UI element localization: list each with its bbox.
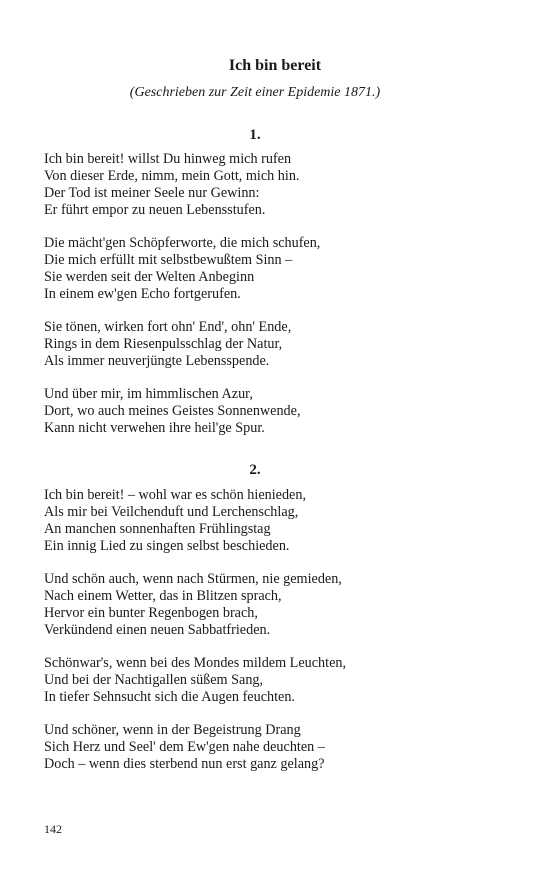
verse-line: Doch – wenn dies sterbend nun erst ganz gelang?: [44, 755, 325, 772]
verse-line: Rings in dem Riesenpulsschlag der Natur,: [44, 335, 283, 352]
verse-line: Ich bin bereit! willst Du hinweg mich rufen: [44, 151, 292, 167]
verse-line: Die mächt'gen Schöpferworte, die mich schufen,: [44, 235, 321, 251]
stanza: [44, 722, 514, 773]
stanza: [44, 655, 514, 706]
verse-line: Ein innig Lied zu singen selbst beschieden.: [44, 537, 290, 554]
verse-line: Sie tönen, wirken fort ohn' End', ohn' Ende,: [44, 319, 292, 335]
verse-line: Verkündend einen neuen Sabbatfrieden.: [44, 621, 271, 638]
stanza: [44, 487, 514, 555]
stanza: [44, 235, 514, 303]
verse-line: Er führt empor zu neuen Lebensstufen.: [44, 201, 266, 218]
verse-line: In tiefer Sehnsucht sich die Augen feuchten.: [44, 688, 295, 705]
stanza: [44, 571, 514, 639]
verse-line: Kann nicht verwehen ihre heil'ge Spur.: [44, 419, 265, 436]
section-number: 2.: [249, 462, 261, 478]
stanza: [44, 386, 514, 437]
verse-line: Nach einem Wetter, das in Blitzen sprach,: [44, 587, 282, 604]
verse-line: Ich bin bereit! – wohl war es schön hienieden,: [44, 487, 306, 503]
verse-line: Sie werden seit der Welten Anbeginn: [44, 268, 255, 285]
section-number: 1.: [249, 127, 261, 143]
verse-line: Schönwar's, wenn bei des Mondes mildem Leuchten,: [44, 655, 347, 671]
page-number: 142: [44, 822, 62, 836]
verse-line: An manchen sonnenhaften Frühlingstag: [44, 520, 271, 537]
verse-line: Die mich erfüllt mit selbstbewußtem Sinn –: [44, 251, 293, 268]
verse-line: Und schön auch, wenn nach Stürmen, nie gemieden,: [44, 571, 342, 587]
stanza: [44, 319, 514, 370]
verse-line: Der Tod ist meiner Seele nur Gewinn:: [44, 184, 260, 201]
verse-line: Als immer neuverjüngte Lebensspende.: [44, 352, 270, 369]
verse-line: Und bei der Nachtigallen süßem Sang,: [44, 671, 264, 688]
verse-line: Als mir bei Veilchenduft und Lerchenschlag,: [44, 503, 299, 520]
verse-line: Von dieser Erde, nimm, mein Gott, mich hin.: [44, 167, 300, 184]
verse-line: Und über mir, im himmlischen Azur,: [44, 386, 253, 402]
stanza: [44, 151, 514, 219]
verse-line: Hervor ein bunter Regenbogen brach,: [44, 604, 258, 621]
poem-subtitle: (Geschrieben zur Zeit einer Epidemie 1871.): [129, 85, 381, 100]
verse-line: Sich Herz und Seel' dem Ew'gen nahe deuchten –: [44, 738, 325, 755]
verse-line: In einem ew'gen Echo fortgerufen.: [44, 285, 241, 302]
verse-line: Dort, wo auch meines Geistes Sonnenwende,: [44, 402, 301, 419]
poem-title: Ich bin bereit: [228, 57, 322, 74]
verse-line: Und schöner, wenn in der Begeistrung Drang: [44, 722, 301, 738]
